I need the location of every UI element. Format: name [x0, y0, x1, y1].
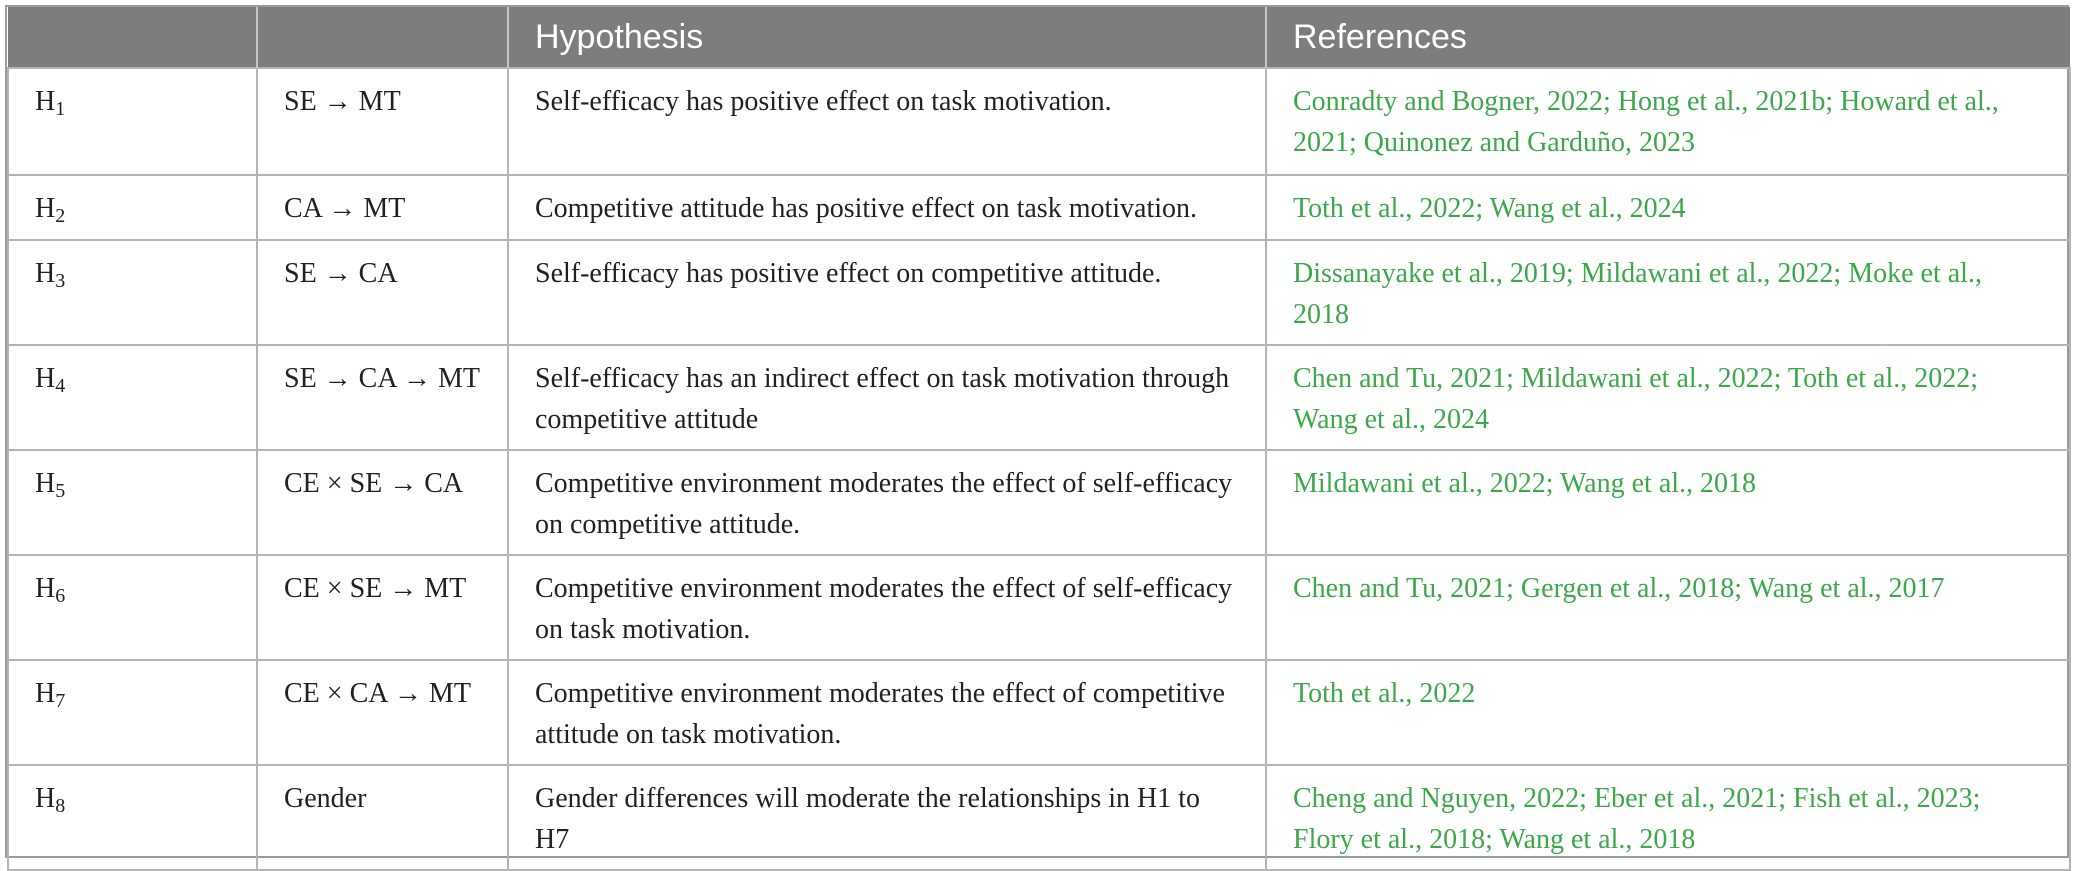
hypothesis-path: SE → CA	[257, 240, 508, 345]
hypothesis-path: CE × CA → MT	[257, 660, 508, 765]
hypothesis-path: Gender	[257, 765, 508, 870]
table-header-row	[8, 7, 2070, 68]
hypothesis-text: Competitive environment moderates the effect of self-efficacy on task motivation.	[508, 555, 1266, 660]
header-references: References	[1266, 7, 2070, 68]
hypothesis-path: SE → CA → MT	[257, 345, 508, 450]
header-path	[257, 7, 508, 68]
table-row	[8, 765, 2070, 870]
hypothesis-id: $H_8$	[8, 765, 257, 870]
table-row	[8, 68, 2070, 175]
hypothesis-text: Self-efficacy has positive effect on task motivation.	[508, 68, 1266, 175]
table-row	[8, 450, 2070, 555]
hypothesis-id: $H_4$	[8, 345, 257, 450]
table-row	[8, 240, 2070, 345]
hypothesis-text: Gender differences will moderate the relationships in H1 to H7	[508, 765, 1266, 870]
hypothesis-path: SE → MT	[257, 68, 508, 175]
hypothesis-text: Competitive environment moderates the effect of competitive attitude on task motivation.	[508, 660, 1266, 765]
table-row	[8, 660, 2070, 765]
hypothesis-text: Competitive attitude has positive effect on task motivation.	[508, 175, 1266, 240]
references-text[interactable]: Dissanayake et al., 2019; Mildawani et al., 2022; Moke et al., 2018	[1266, 240, 2070, 345]
references-text[interactable]: Conradty and Bogner, 2022; Hong et al., 2021b; Howard et al., 2021; Quinonez and Garduño, 2023	[1266, 68, 2070, 175]
hypothesis-id: $H_1$	[8, 68, 257, 175]
hypothesis-id: $H_6$	[8, 555, 257, 660]
hypothesis-text: Competitive environment moderates the effect of self-efficacy on competitive attitude.	[508, 450, 1266, 555]
hypothesis-id: $H_3$	[8, 240, 257, 345]
references-text[interactable]: Chen and Tu, 2021; Mildawani et al., 2022; Toth et al., 2022; Wang et al., 2024	[1266, 345, 2070, 450]
references-text[interactable]: Mildawani et al., 2022; Wang et al., 2018	[1266, 450, 2070, 555]
references-text[interactable]: Toth et al., 2022; Wang et al., 2024	[1266, 175, 2070, 240]
references-text[interactable]: Chen and Tu, 2021; Gergen et al., 2018; Wang et al., 2017	[1266, 555, 2070, 660]
table-row	[8, 555, 2070, 660]
table-row	[8, 175, 2070, 240]
hypothesis-id: $H_2$	[8, 175, 257, 240]
hypothesis-text: Self-efficacy has an indirect effect on task motivation through competitive attitude	[508, 345, 1266, 450]
hypothesis-path: CE × SE → MT	[257, 555, 508, 660]
hypothesis-path: CE × SE → CA	[257, 450, 508, 555]
hypothesis-id: $H_5$	[8, 450, 257, 555]
table-row	[8, 345, 2070, 450]
hypothesis-text: Self-efficacy has positive effect on competitive attitude.	[508, 240, 1266, 345]
references-text[interactable]: Cheng and Nguyen, 2022; Eber et al., 2021; Fish et al., 2023; Flory et al., 2018; Wang et al., 2018	[1266, 765, 2070, 870]
hypotheses-table	[7, 7, 2071, 871]
header-id	[8, 7, 257, 68]
header-hypothesis: Hypothesis	[508, 7, 1266, 68]
hypothesis-path: CA → MT	[257, 175, 508, 240]
hypothesis-id: $H_7$	[8, 660, 257, 765]
references-text[interactable]: Toth et al., 2022	[1266, 660, 2070, 765]
